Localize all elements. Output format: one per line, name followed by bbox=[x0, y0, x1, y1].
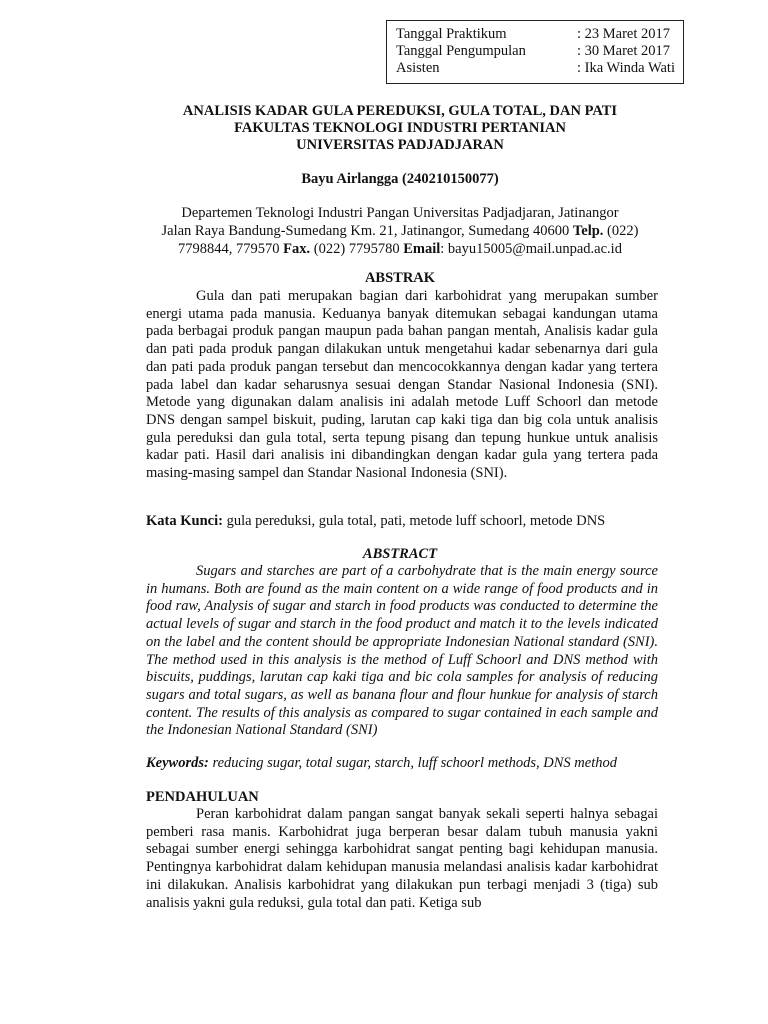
email-value: : bayu15005@mail.unpad.ac.id bbox=[440, 241, 622, 257]
info-label: Asisten bbox=[396, 60, 440, 76]
kata-kunci bbox=[146, 513, 666, 530]
phone-numbers: 7798844, 779570 bbox=[178, 241, 284, 257]
affiliation-line-3 bbox=[110, 240, 690, 258]
fax-label: Fax. bbox=[283, 241, 311, 257]
telp-label: Telp. bbox=[572, 223, 604, 239]
fax-value: (022) 7795780 bbox=[310, 241, 404, 257]
info-row-submission-date bbox=[396, 43, 683, 60]
kata-kunci-text: gula pereduksi, gula total, pati, metode luff schoorl, metode DNS bbox=[222, 513, 606, 529]
telp-value: (022) bbox=[603, 223, 639, 239]
pendahuluan-body bbox=[146, 806, 658, 912]
abstract-text: Sugars and starches are part of a carbohydrate that is the main energy source in humans. Both are found as the main content on a wide range of food products and in food raw, Analysis of sugar and starch in food products was conducted to determine the actual levels of sugar and starch in the food product and match it to the levels indicated on the label and the content should be appropriate Indonesian National standard (SNI). The method used in this analysis is the method of Luff Schoorl and DNS method with biscuits, puddings, larutan cap kaki tiga and bic cola samples for analysis of reducing sugars and total sugars, as well as banana flour and flour hunkue for analysis of starch content. The results of this analysis as compared to sugar contained in each sample and the Indonesian National Standard (SNI) bbox=[146, 563, 658, 739]
title-line-3: UNIVERSITAS PADJADJARAN bbox=[296, 137, 504, 153]
info-row-practicum-date bbox=[396, 26, 683, 43]
address-text: Jalan Raya Bandung-Sumedang Km. 21, Jatinangor, Sumedang 40600 bbox=[161, 223, 573, 239]
author-name: Bayu Airlangga (240210150077) bbox=[301, 171, 499, 187]
pendahuluan-text: Peran karbohidrat dalam pangan sangat banyak sekali seperti halnya sebagai pemberi rasa manis. Karbohidrat juga berperan besar dalam tubuh manusia yakni sebagai sumber energi sehingga karbohidrat sangat penting bagi kehidupan manusia. Pentingnya karbohidrat dalam kehidupan manusia melandasi analisis kadar karbohidrat ini dilakukan. Analisis karbohidrat yang dilakukan pun terbagi menjadi 3 (tiga) sub analisis yakni gula reduksi, gula total dan pati. Ketiga sub bbox=[146, 806, 658, 911]
email-label: Email bbox=[403, 241, 441, 257]
pendahuluan-heading: PENDAHULUAN bbox=[146, 789, 259, 805]
abstrak-text: Gula dan pati merupakan bagian dari karbohidrat yang merupakan sumber energi utama pada manusia. Keduanya banyak ditemukan sebagai kandungan utama pada berbagai produk pangan maupun pada bahan pangan mentah, Analisis kadar gula dan pati pada produk pangan dilakukan untuk mengetahui kadar sebenarnya dari gula dan pati pada produk pangan tersebut dan mencocokkannya dengan kadar yang tertera pada label dan kadar seharusnya sesuai dengan Standar Nasional Indonesia (SNI). Metode yang digunakan dalam analisis ini adalah metode Luff Schoorl dan metode DNS dengan sampel biskuit, puding, larutan cap kaki tiga dan big cola untuk analisis gula pereduksi dan gula total, serta tepung pisang dan tepung hunkue untuk analisis kadar pati. Hasil dari analisis ini dibandingkan dengan kadar gula yang tertera pada masing-masing sampel dan Standar Nasional Indonesia (SNI). bbox=[146, 288, 658, 482]
affiliation-line-2 bbox=[110, 222, 690, 240]
practicum-info-box bbox=[386, 20, 684, 84]
keywords-label: Keywords: bbox=[146, 755, 209, 771]
title-line-2: FAKULTAS TEKNOLOGI INDUSTRI PERTANIAN bbox=[234, 120, 566, 136]
info-value: : Ika Winda Wati bbox=[577, 60, 675, 76]
info-label: Tanggal Praktikum bbox=[396, 26, 507, 42]
info-label: Tanggal Pengumpulan bbox=[396, 43, 526, 59]
info-value: : 30 Maret 2017 bbox=[577, 43, 671, 59]
info-row-assistant bbox=[396, 60, 683, 77]
paper-title bbox=[110, 103, 690, 154]
info-value: : 23 Maret 2017 bbox=[577, 26, 671, 42]
affiliation-line-1: Departemen Teknologi Industri Pangan Universitas Padjadjaran, Jatinangor bbox=[181, 205, 619, 221]
affiliation bbox=[110, 204, 690, 258]
abstract-heading: ABSTRACT bbox=[362, 546, 438, 562]
kata-kunci-label: Kata Kunci: bbox=[146, 513, 223, 529]
abstrak-body bbox=[146, 288, 658, 483]
title-line-1: ANALISIS KADAR GULA PEREDUKSI, GULA TOTAL, DAN PATI bbox=[182, 103, 618, 119]
keywords bbox=[146, 755, 666, 772]
abstrak-heading: ABSTRAK bbox=[364, 270, 436, 286]
keywords-text: reducing sugar, total sugar, starch, luff schoorl methods, DNS method bbox=[208, 755, 617, 771]
abstract-body bbox=[146, 563, 658, 740]
